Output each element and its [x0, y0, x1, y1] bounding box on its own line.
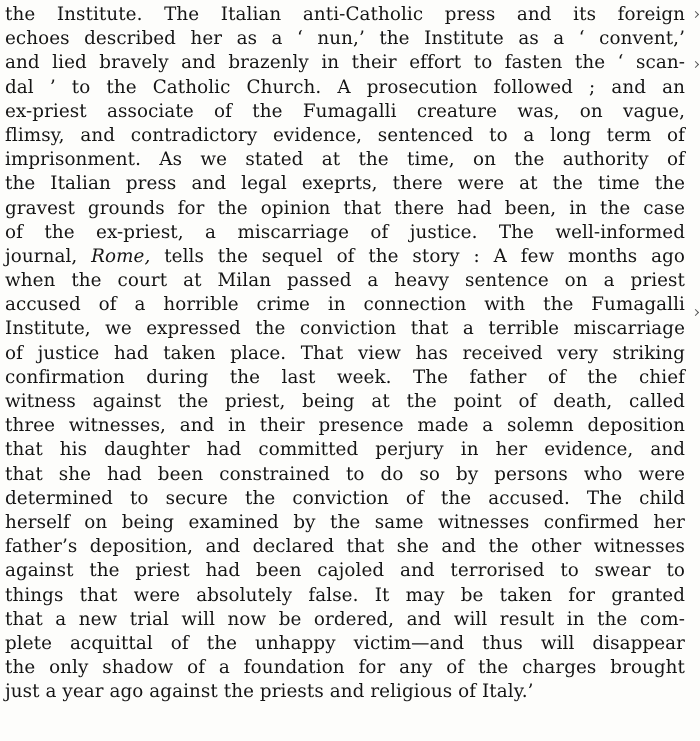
text-line-13: accused of a horrible crime in connection with the Fumagalli — [5, 294, 685, 316]
text-line-6: flimsy, and contradictory evidence, sentenced to a long term of — [5, 124, 685, 146]
text-line-20: that she had been constrained to do so by persons who were — [5, 463, 685, 485]
text-line-27: plete acquittal of the unhappy victim—and thus will disappear — [5, 632, 685, 654]
text-line-5: ex-priest associate of the Fumagalli creature was, on vague, — [5, 100, 685, 122]
gutter-marks — [686, 0, 700, 741]
text-line-2: echoes described her as a ‘ nun,’ the Institute as a ‘ convent,’ — [5, 28, 685, 50]
text-line-3: and lied bravely and brazenly in their effort to fasten the ‘ scan- — [5, 52, 685, 74]
journal-title: Rome, — [91, 245, 151, 267]
text-line-23: father’s deposition, and declared that she and the other witnesses — [5, 536, 685, 558]
text-line-8: the Italian press and legal exeprts, there were at the time the — [5, 173, 685, 195]
text-line-9: gravest grounds for the opinion that there had been, in the case — [5, 197, 685, 219]
text-line-15: of justice had taken place. That view has received very striking — [5, 342, 685, 364]
text-line-25: things that were absolutely false. It may be taken for granted — [5, 584, 685, 606]
text-line-22: herself on being examined by the same witnesses confirmed her — [5, 511, 685, 533]
text-line-24: against the priest had been cajoled and terrorised to swear to — [5, 560, 685, 582]
text-line-14: Institute, we expressed the conviction that a terrible miscarriage — [5, 318, 685, 340]
text-line-29: just a year ago against the priests and religious of Italy.’ — [5, 681, 534, 703]
text-line-17: witness against the priest, being at the point of death, called — [5, 391, 685, 412]
text-line-4: dal ’ to the Catholic Church. A prosecution followed ; and an — [5, 76, 685, 98]
text-line-12: when the court at Milan passed a heavy sentence on a priest — [5, 270, 685, 292]
gutter-mark — [692, 61, 699, 68]
text-line-11: journal, Rome, tells the sequel of the story : A few months ago — [5, 245, 685, 267]
text-line-19: that his daughter had committed perjury in her evidence, and — [5, 439, 685, 461]
body-text — [5, 3, 685, 704]
text-line-26: that a new trial will now be ordered, and will result in the com- — [5, 608, 685, 630]
text-line-28: the only shadow of a foundation for any of the charges brought — [5, 657, 685, 679]
text-line-1: the Institute. The Italian anti-Catholic press and its foreign — [5, 4, 685, 25]
text-line-10: of the ex-priest, a miscarriage of justice. The well-informed — [5, 221, 685, 243]
text-line-21: determined to secure the conviction of the accused. The child — [5, 487, 685, 509]
text-line-7: imprisonment. As we stated at the time, on the authority of — [5, 149, 685, 171]
gutter-mark — [692, 309, 699, 316]
text-line-16: confirmation during the last week. The father of the chief — [5, 366, 685, 388]
gutter-mark — [692, 11, 699, 18]
text-line-18: three witnesses, and in their presence made a solemn deposition — [5, 415, 685, 437]
